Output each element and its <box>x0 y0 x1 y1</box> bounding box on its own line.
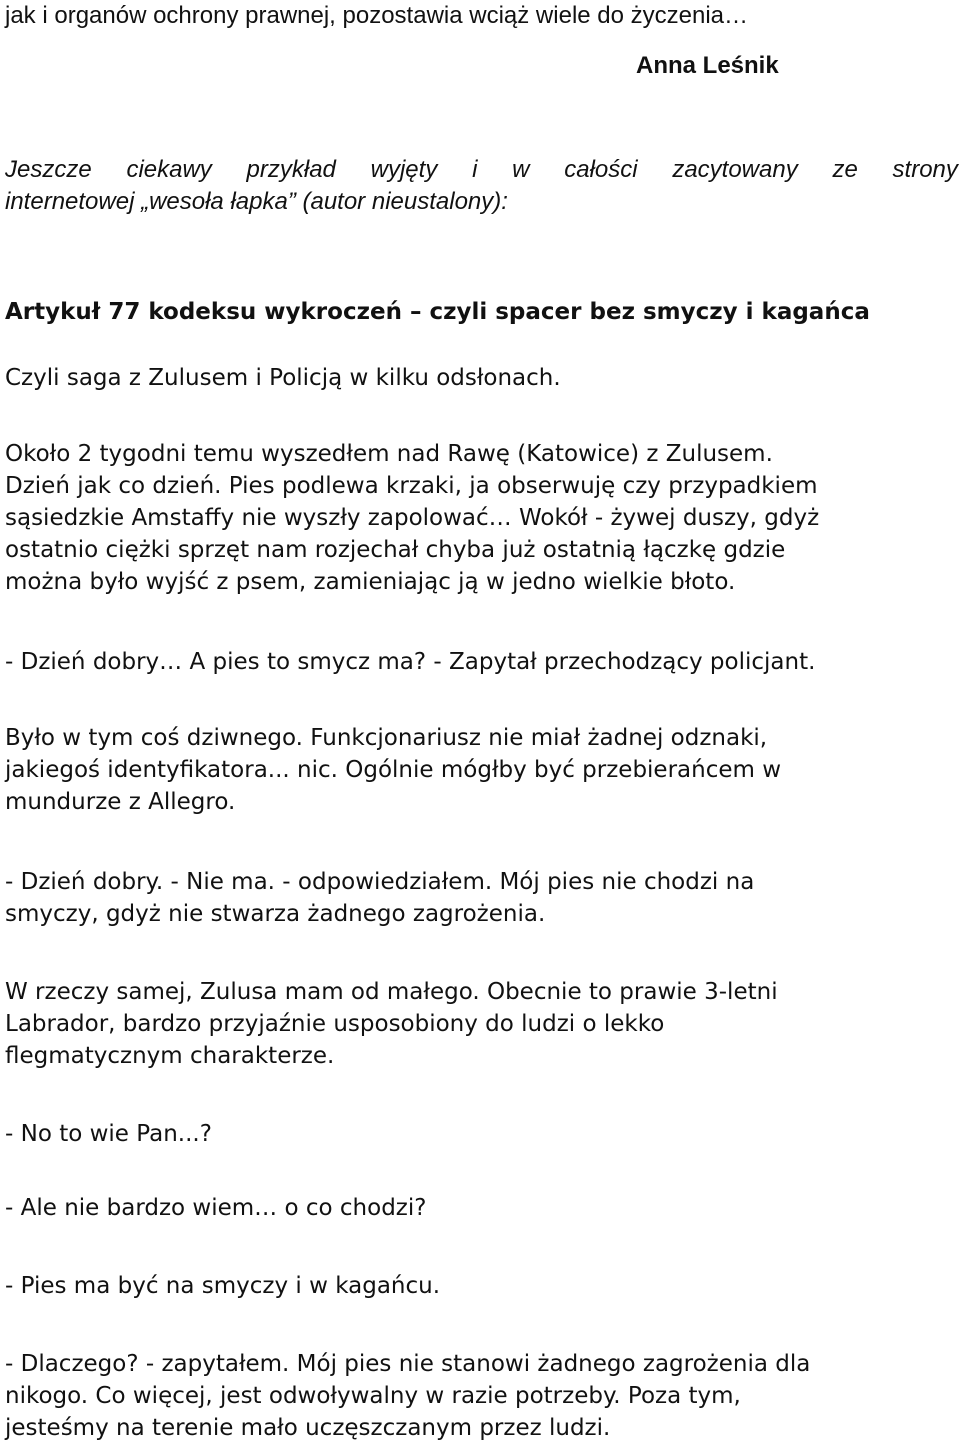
citation-line-2: internetowej „wesoła łapka” (autor nieustalony): <box>5 188 508 215</box>
author-signature: Anna Leśnik <box>636 52 779 79</box>
paragraph-line: smyczy, gdyż nie stwarza żadnego zagrożenia. <box>5 901 546 927</box>
paragraph-line: - Ale nie bardzo wiem… o co chodzi? <box>5 1195 427 1221</box>
citation-word: wyjęty <box>370 156 438 183</box>
citation-word: i <box>472 156 478 183</box>
paragraph-line: jakiegoś identyfikatora... nic. Ogólnie mógłby być przebierańcem w <box>5 757 782 783</box>
citation-word: Jeszcze <box>5 156 92 183</box>
paragraph-line: flegmatycznym charakterze. <box>5 1043 335 1069</box>
paragraph-line: sąsiedzkie Amstaffy nie wyszły zapolować… Wokół - żywej duszy, gdyż <box>5 505 820 531</box>
paragraph-line: mundurze z Allegro. <box>5 789 236 815</box>
citation-word: ze <box>832 156 858 183</box>
citation-word: przykład <box>246 156 336 183</box>
paragraph-line: - Pies ma być na smyczy i w kagańcu. <box>5 1273 441 1299</box>
article-title: Artykuł 77 kodeksu wykroczeń – czyli spacer bez smyczy i kagańca <box>5 299 870 325</box>
paragraph-line: jesteśmy na terenie mało uczęszczanym przez ludzi. <box>5 1415 611 1441</box>
citation-word: całości <box>564 156 638 183</box>
citation-word: strony <box>892 156 958 183</box>
paragraph-line: Około 2 tygodni temu wyszedłem nad Rawę (Katowice) z Zulusem. <box>5 441 773 467</box>
paragraph-line: można było wyjść z psem, zamieniając ją w jedno wielkie błoto. <box>5 569 736 595</box>
citation-word: zacytowany <box>672 156 798 183</box>
paragraph-line: Labrador, bardzo przyjaźnie usposobiony do ludzi o lekko <box>5 1011 665 1037</box>
paragraph-line: nikogo. Co więcej, jest odwoływalny w razie potrzeby. Poza tym, <box>5 1383 741 1409</box>
paragraph-line: - Dzień dobry… A pies to smycz ma? - Zapytał przechodzący policjant. <box>5 649 816 675</box>
paragraph-line: - Dlaczego? - zapytałem. Mój pies nie stanowi żadnego zagrożenia dla <box>5 1351 811 1377</box>
citation-line-1 <box>5 154 958 186</box>
paragraph-line: - Dzień dobry. - Nie ma. - odpowiedziałem. Mój pies nie chodzi na <box>5 869 755 895</box>
article-subtitle: Czyli saga z Zulusem i Policją w kilku odsłonach. <box>5 365 561 391</box>
paragraph-line: Dzień jak co dzień. Pies podlewa krzaki, ja obserwuję czy przypadkiem <box>5 473 818 499</box>
citation-word: ciekawy <box>126 156 212 183</box>
paragraph-line: Było w tym coś dziwnego. Funkcjonariusz nie miał żadnej odznaki, <box>5 725 768 751</box>
paragraph-line: - No to wie Pan...? <box>5 1121 212 1147</box>
citation-word: w <box>512 156 530 183</box>
intro-line: jak i organów ochrony prawnej, pozostawia wciąż wiele do życzenia… <box>5 2 749 29</box>
paragraph-line: W rzeczy samej, Zulusa mam od małego. Obecnie to prawie 3-letni <box>5 979 778 1005</box>
paragraph-line: ostatnio ciężki sprzęt nam rozjechał chyba już ostatnią łączkę gdzie <box>5 537 786 563</box>
